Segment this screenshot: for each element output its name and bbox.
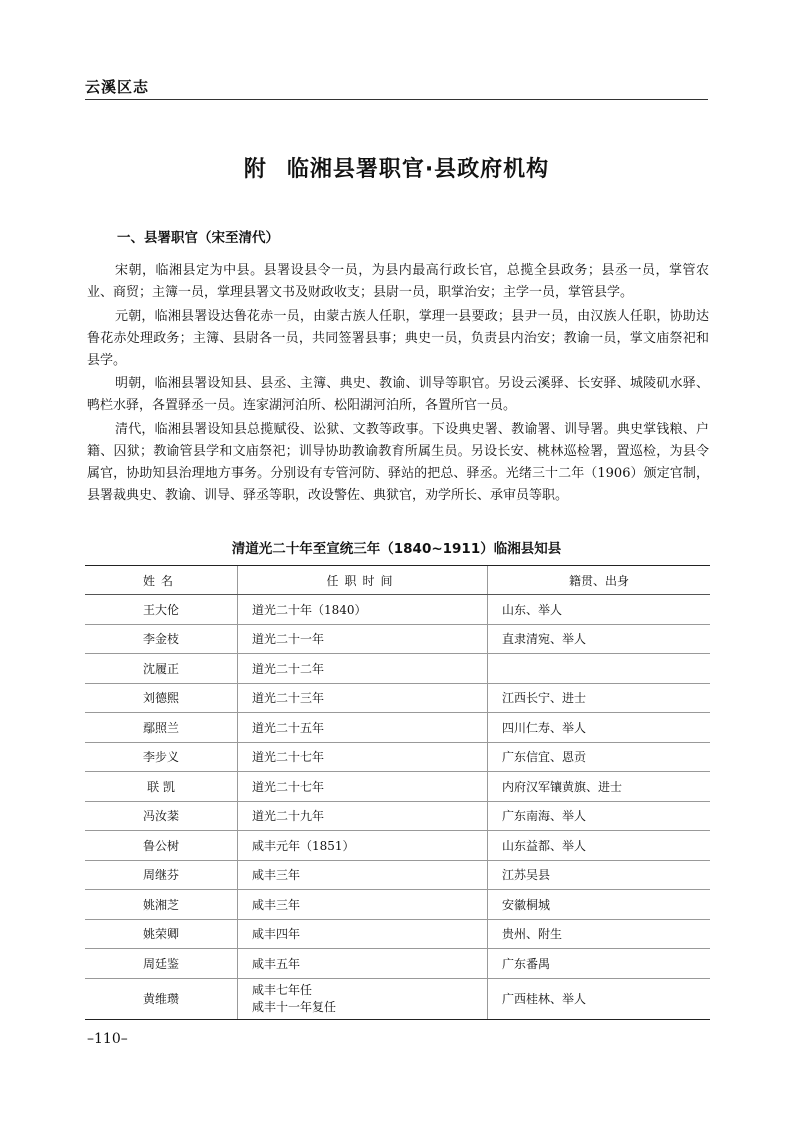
cell-origin: 四川仁寿、举人 xyxy=(488,713,711,743)
cell-term: 道光二十七年 xyxy=(238,772,488,802)
table-row xyxy=(85,713,710,743)
cell-origin: 贵州、附生 xyxy=(488,919,711,949)
cell-name: 周继芬 xyxy=(85,860,238,890)
cell-origin: 安徽桐城 xyxy=(488,890,711,920)
table-title: 清道光二十年至宣统三年（1840~1911）临湘县知县 xyxy=(231,541,562,557)
cell-term: 咸丰元年（1851） xyxy=(238,831,488,861)
page-title-main: 临湘县署职官·县政府机构 xyxy=(286,157,550,182)
table-row xyxy=(85,890,710,920)
cell-name: 李金枝 xyxy=(85,624,238,654)
cell-term: 咸丰三年 xyxy=(238,860,488,890)
cell-origin: 江苏吴县 xyxy=(488,860,711,890)
cell-term: 咸丰五年 xyxy=(238,949,488,979)
cell-origin: 广东信宜、恩贡 xyxy=(488,742,711,772)
table-row xyxy=(85,654,710,684)
table-row xyxy=(85,919,710,949)
table-row xyxy=(85,683,710,713)
table-row xyxy=(85,624,710,654)
cell-name: 鲁公树 xyxy=(85,831,238,861)
cell-term: 咸丰四年 xyxy=(238,919,488,949)
cell-term: 道光二十三年 xyxy=(238,683,488,713)
cell-term: 道光二十七年 xyxy=(238,742,488,772)
cell-origin: 广东番禺 xyxy=(488,949,711,979)
magistrates-table xyxy=(85,565,710,1020)
table-row xyxy=(85,742,710,772)
cell-name: 刘德熙 xyxy=(85,683,238,713)
cell-origin: 广东南海、举人 xyxy=(488,801,711,831)
cell-name: 鄢照兰 xyxy=(85,713,238,743)
cell-term: 道光二十二年 xyxy=(238,654,488,684)
cell-term: 道光二十年（1840） xyxy=(238,595,488,625)
cell-name: 王大伦 xyxy=(85,595,238,625)
table-row xyxy=(85,595,710,625)
header-name: 姓名 xyxy=(85,566,238,595)
cell-name: 冯汝棻 xyxy=(85,801,238,831)
cell-term: 道光二十九年 xyxy=(238,801,488,831)
cell-name: 周廷鉴 xyxy=(85,949,238,979)
cell-origin: 广西桂林、举人 xyxy=(488,978,711,1019)
cell-origin: 内府汉军镶黄旗、进士 xyxy=(488,772,711,802)
table-row xyxy=(85,801,710,831)
cell-origin xyxy=(488,654,711,684)
section-heading: 一、县署职官（宋至清代） xyxy=(117,230,279,246)
cell-name: 姚荣卿 xyxy=(85,919,238,949)
cell-origin: 山东、举人 xyxy=(488,595,711,625)
cell-name: 联 凯 xyxy=(85,772,238,802)
cell-name: 姚湘芝 xyxy=(85,890,238,920)
paragraph-ming: 明朝，临湘县署设知县、县丞、主簿、典史、教谕、训导等职官。另设云溪驿、长安驿、城陵矶水驿、鸭栏水驿，各置驿丞一员。连家湖河泊所、松阳湖河泊所，各置所官一员。 xyxy=(87,376,709,413)
paragraph-yuan: 元朝，临湘县署设达鲁花赤一员，由蒙古族人任职，掌理一县要政；县尹一员，由汉族人任职，协助达鲁花赤处理政务；主簿、县尉各一员，共同签署县事；典史一员，负责县内治安；教谕一员，掌文庙祭祀和县学。 xyxy=(87,308,709,368)
header-origin: 籍贯、出身 xyxy=(488,566,711,595)
cell-name: 李步义 xyxy=(85,742,238,772)
page-number: –110– xyxy=(87,1031,128,1047)
cell-origin: 直隶清宛、举人 xyxy=(488,624,711,654)
table-row xyxy=(85,772,710,802)
header-term: 任职时间 xyxy=(238,566,488,595)
table-row xyxy=(85,978,710,1019)
page-title xyxy=(0,152,793,183)
table-row xyxy=(85,949,710,979)
book-title: 云溪区志 xyxy=(85,78,150,96)
paragraph-qing: 清代，临湘县署设知县总揽赋役、讼狱、文教等政事。下设典史署、教谕署、训导署。典史掌钱粮、户籍、囚狱；教谕管县学和文庙祭祀；训导协助教谕教育所属生员。另设长安、桃林巡检署，置巡检，为县令属官，协助知县治理地方事务。分别设有专管河防、驿站的把总、驿丞。光绪三十二年（1906）颁定官制，县署裁典史、教谕、训导、驿丞等职，改设警佐、典狱官，劝学所长、承审员等职。 xyxy=(87,421,709,503)
cell-term: 道光二十五年 xyxy=(238,713,488,743)
paragraph-song: 宋朝，临湘县定为中县。县署设县令一员，为县内最高行政长官，总揽全县政务；县丞一员，掌管农业、商贸；主簿一员，掌理县署文书及财政收支；县尉一员，职掌治安；主学一员，掌管县学。 xyxy=(87,263,709,300)
cell-term-line: 咸丰七年任 xyxy=(252,982,313,997)
cell-term: 道光二十一年 xyxy=(238,624,488,654)
page-title-prefix: 附 xyxy=(243,157,267,182)
cell-name: 黄维瓒 xyxy=(85,978,238,1019)
table-row xyxy=(85,860,710,890)
table-header-row xyxy=(85,566,710,595)
cell-term: 咸丰三年 xyxy=(238,890,488,920)
table-row xyxy=(85,831,710,861)
cell-name: 沈履正 xyxy=(85,654,238,684)
cell-term xyxy=(238,978,488,1019)
cell-origin: 山东益都、举人 xyxy=(488,831,711,861)
cell-term-line: 咸丰十一年复任 xyxy=(252,999,337,1014)
header-divider xyxy=(85,99,708,100)
section-body xyxy=(87,260,709,508)
cell-origin: 江西长宁、进士 xyxy=(488,683,711,713)
